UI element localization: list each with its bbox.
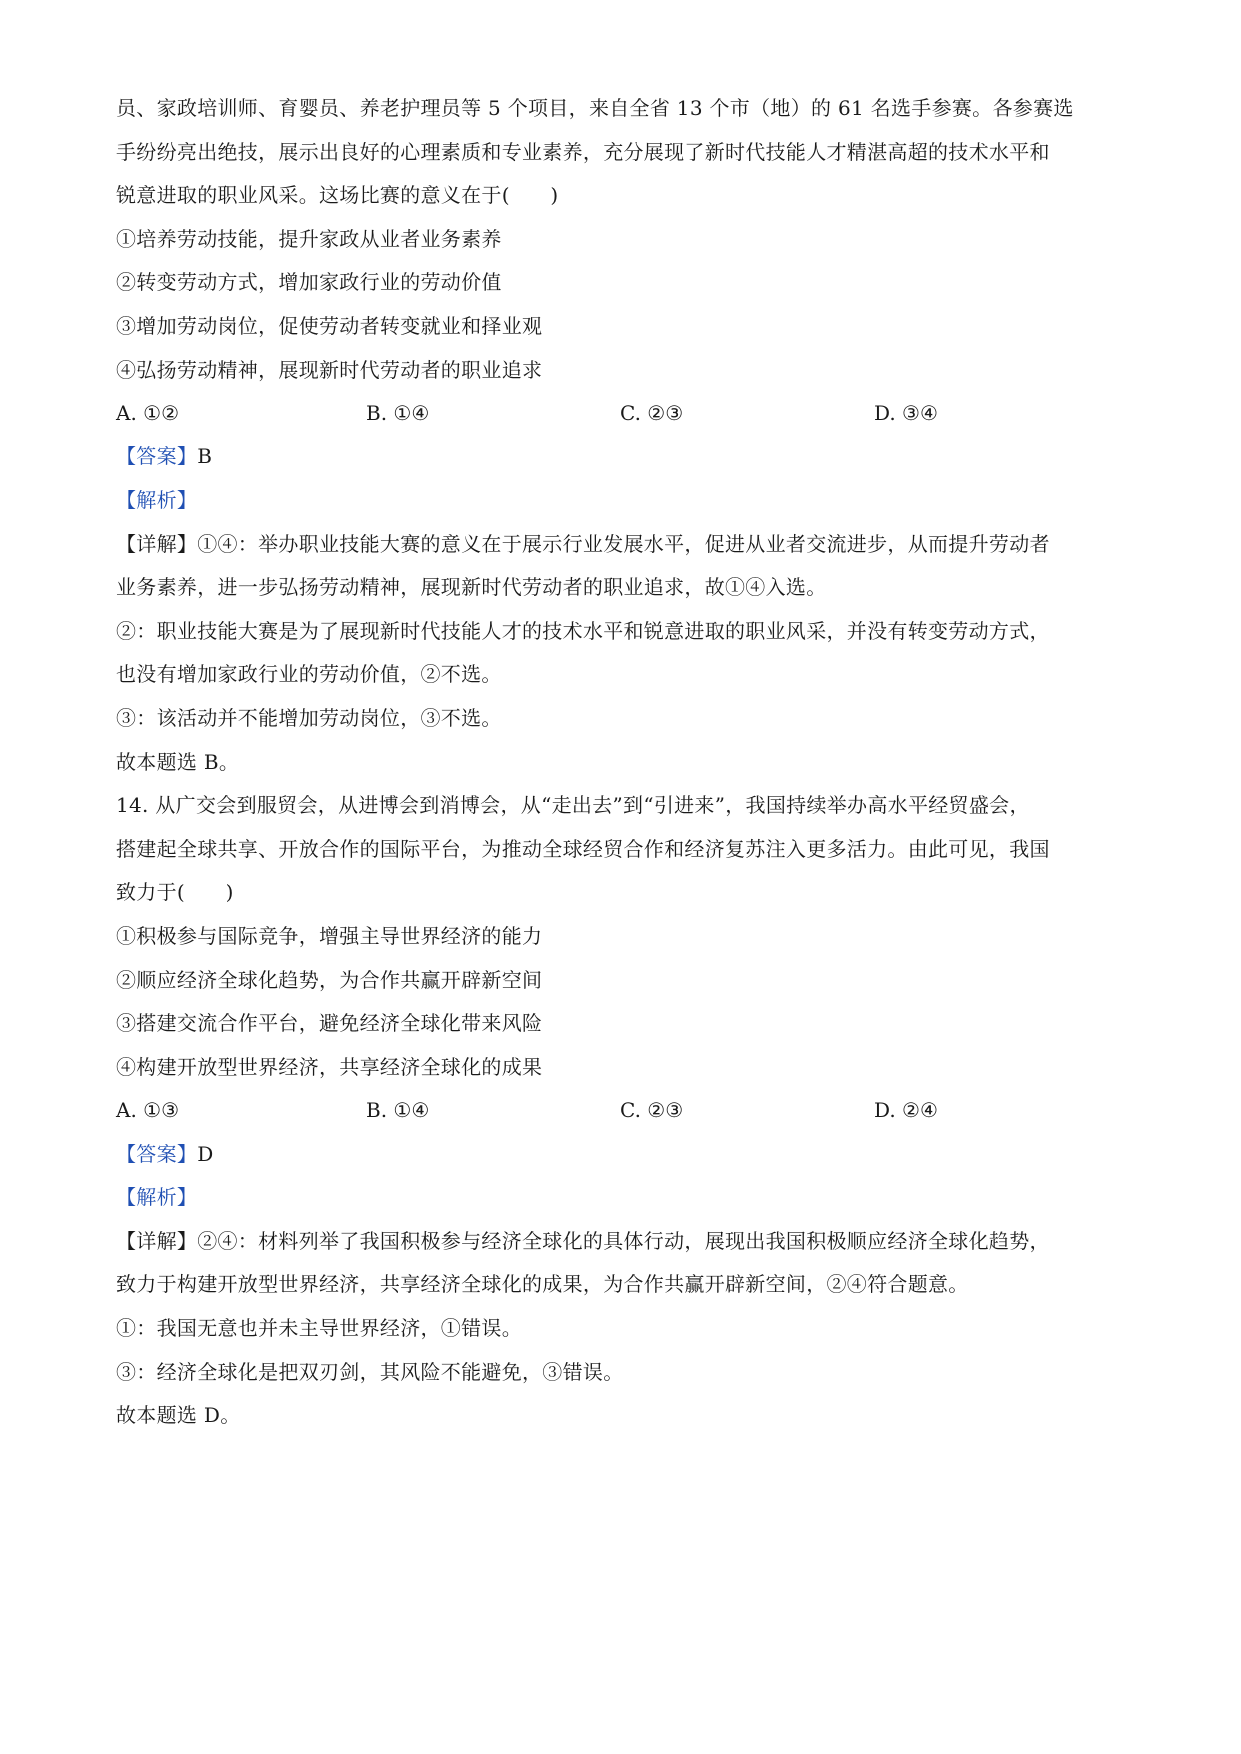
q13-analysis-tag: 【解析】 — [116, 488, 198, 512]
q13-analysis-heading — [116, 487, 1126, 513]
q13-detail-tag: 【详解】 — [116, 532, 198, 556]
q13-detail-text-1: ①④：举办职业技能大赛的意义在于展示行业发展水平，促进从业者交流进步，从而提升劳动者 — [197, 532, 1050, 556]
q14-option-b: B. ①④ — [366, 1098, 430, 1122]
q13-option-c: C. ②③ — [620, 401, 684, 425]
q13-detail-line-3: ②：职业技能大赛是为了展现新时代技能人才的技术水平和锐意进取的职业风采，并没有转变劳动方式， — [116, 619, 1050, 643]
q14-statement-1: ①积极参与国际竞争，增强主导世界经济的能力 — [116, 924, 543, 948]
q13-answer-tag: 【答案】 — [116, 444, 198, 468]
q13-statement-2: ②转变劳动方式，增加家政行业的劳动价值 — [116, 270, 502, 294]
q13-option-d: D. ③④ — [874, 401, 938, 425]
q14-detail-tag: 【详解】 — [116, 1229, 198, 1253]
q14-detail-line-3: ①：我国无意也并未主导世界经济，①错误。 — [116, 1316, 522, 1340]
q14-detail-line-1 — [116, 1228, 1126, 1254]
q13-detail-line-2: 业务素养，进一步弘扬劳动精神，展现新时代劳动者的职业追求，故①④入选。 — [116, 575, 827, 599]
q13-statement-4: ④弘扬劳动精神，展现新时代劳动者的职业追求 — [116, 358, 543, 382]
q13-option-a: A. ①② — [116, 401, 180, 425]
q14-option-a: A. ①③ — [116, 1098, 180, 1122]
q14-answer — [116, 1141, 1126, 1167]
q13-answer-value: B — [197, 444, 213, 468]
q13-stem-line-1: 员、家政培训师、育婴员、养老护理员等 5 个项目，来自全省 13 个市（地）的 61 名选手参赛。各参赛选 — [116, 96, 1074, 120]
q14-stem-line-3: 致力于( ) — [116, 880, 234, 904]
q14-analysis-heading — [116, 1184, 1126, 1210]
q13-statement-3: ③增加劳动岗位，促使劳动者转变就业和择业观 — [116, 314, 543, 338]
q14-stem-line-1: 14. 从广交会到服贸会，从进博会到消博会，从“走出去”到“引进来”，我国持续举办高水平经贸盛会， — [116, 793, 1030, 817]
q13-stem-line-2: 手纷纷亮出绝技，展示出良好的心理素质和专业素养，充分展现了新时代技能人才精湛高超的技术水平和 — [116, 140, 1050, 164]
q14-detail-line-4: ③：经济全球化是把双刃剑，其风险不能避免，③错误。 — [116, 1360, 624, 1384]
q14-option-c: C. ②③ — [620, 1098, 684, 1122]
q13-stem-line-3: 锐意进取的职业风采。这场比赛的意义在于( ) — [116, 183, 559, 207]
q13-detail-line-5: ③：该活动并不能增加劳动岗位，③不选。 — [116, 706, 502, 730]
q14-analysis-tag: 【解析】 — [116, 1185, 198, 1209]
q14-answer-value: D — [197, 1142, 214, 1166]
q14-detail-line-2: 致力于构建开放型世界经济，共享经济全球化的成果，为合作共赢开辟新空间，②④符合题意。 — [116, 1272, 969, 1296]
q13-answer — [116, 443, 1126, 469]
q14-detail-text-1: ②④：材料列举了我国积极参与经济全球化的具体行动，展现出我国积极顺应经济全球化趋势， — [197, 1229, 1050, 1253]
q14-statement-3: ③搭建交流合作平台，避免经济全球化带来风险 — [116, 1011, 543, 1035]
q13-option-b: B. ①④ — [366, 401, 430, 425]
q13-detail-line-6: 故本题选 B。 — [116, 750, 240, 774]
q14-answer-tag: 【答案】 — [116, 1142, 198, 1166]
q14-detail-line-5: 故本题选 D。 — [116, 1403, 241, 1427]
q14-stem-line-2: 搭建起全球共享、开放合作的国际平台，为推动全球经贸合作和经济复苏注入更多活力。由此可见，我国 — [116, 837, 1050, 861]
q13-detail-line-4: 也没有增加家政行业的劳动价值，②不选。 — [116, 662, 502, 686]
q14-option-d: D. ②④ — [874, 1098, 938, 1122]
q13-detail-line-1 — [116, 531, 1126, 557]
q14-statement-2: ②顺应经济全球化趋势，为合作共赢开辟新空间 — [116, 968, 543, 992]
q13-statement-1: ①培养劳动技能，提升家政从业者业务素养 — [116, 227, 502, 251]
q14-statement-4: ④构建开放型世界经济，共享经济全球化的成果 — [116, 1055, 543, 1079]
